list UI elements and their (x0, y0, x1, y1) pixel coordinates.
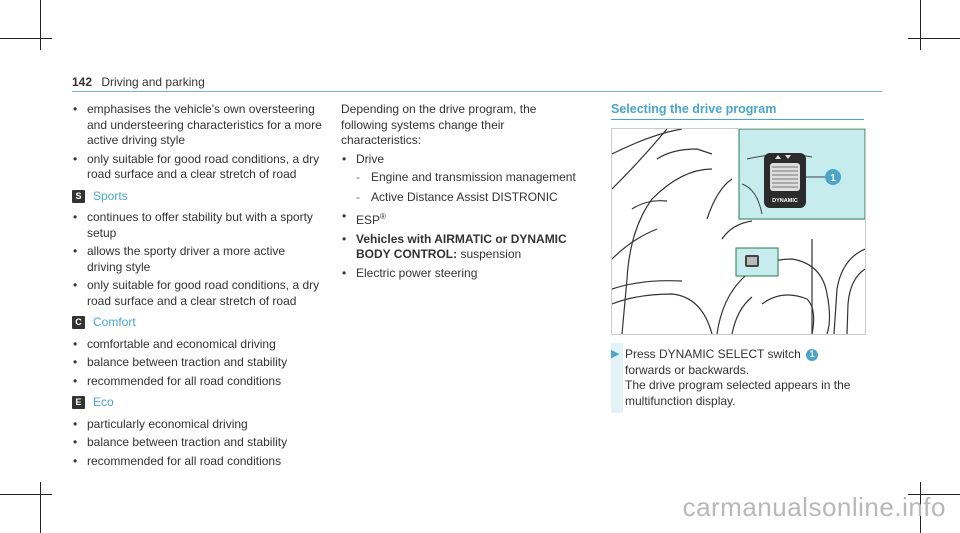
mode-label-comfort: Comfort (93, 315, 136, 329)
eco-bullet-list (72, 417, 322, 470)
list-item: • recommended for all road conditions (72, 454, 322, 470)
intro-bullet-list (72, 102, 322, 183)
instruction-text-end: forwards or backwards. (625, 362, 750, 377)
section-title: Driving and parking (101, 75, 205, 89)
mode-label-eco: Eco (93, 395, 114, 409)
mode-sports (72, 189, 322, 205)
registered-mark: ® (380, 212, 386, 221)
instruction-result: The drive program selected appears in the multifunction display. (625, 378, 851, 408)
eco-mode-icon: E (72, 396, 85, 409)
title-rule (611, 119, 864, 120)
suspension-label: suspension (460, 247, 522, 261)
sub-item-text: Active Distance Assist DISTRONIC (371, 189, 558, 204)
crop-mark (40, 0, 41, 50)
mode-comfort (72, 315, 322, 331)
list-item (341, 152, 586, 206)
drive-label: Drive (356, 151, 385, 166)
instruction-text: Press DYNAMIC SELECT switch (625, 347, 801, 361)
systems-intro: Depending on the drive program, the following systems change their characteristics: (341, 102, 537, 147)
crop-mark (40, 482, 41, 533)
list-item (341, 209, 586, 229)
middle-column (341, 102, 586, 284)
list-item (341, 232, 586, 263)
mode-label-sports: Sports (93, 188, 128, 203)
comfort-mode-icon: C (72, 316, 85, 329)
page-number: 142 (72, 75, 93, 89)
systems-list (341, 152, 586, 282)
list-item: • particularly economical driving (72, 417, 322, 433)
sub-list-item: - Active Distance Assist DISTRONIC (356, 189, 558, 204)
list-item: • only suitable for good road conditions, a dry road surface and a clear stretch of road (72, 278, 322, 309)
console-drawing (612, 129, 865, 334)
watermark: carmanualsonline.info (682, 492, 946, 522)
left-column (72, 102, 322, 472)
sports-mode-icon: S (72, 190, 85, 203)
console-illustration (611, 128, 866, 335)
list-item: • continues to offer stability but with a sporty setup (72, 210, 322, 241)
right-section-title (611, 102, 776, 116)
list-item: • Electric power steering (341, 266, 586, 282)
drive-sublist (341, 170, 586, 205)
sports-bullet-list (72, 210, 322, 309)
sub-list-item: - Engine and transmission management (356, 170, 576, 184)
list-item: • allows the sporty driver a more active driving style (72, 244, 322, 275)
callout-number-in-image: 1 (830, 173, 836, 184)
crop-mark (0, 38, 52, 39)
vehicles-with-label: Vehicles with AIRMATIC or DYNAMIC BODY CONTROL: (356, 231, 567, 261)
action-arrow-icon: ▶ (611, 348, 620, 360)
list-item: • balance between traction and stability (72, 435, 322, 451)
list-item: • comfortable and economical driving (72, 337, 322, 353)
list-item: • recommended for all road conditions (72, 374, 322, 390)
crop-mark (920, 0, 921, 50)
switch-label: DYNAMIC (772, 198, 798, 204)
section-heading: Selecting the drive program (611, 102, 777, 116)
callout-badge: 1 (806, 349, 818, 361)
crop-mark (0, 494, 52, 495)
list-item: • balance between traction and stability (72, 355, 322, 371)
header-rule (72, 91, 882, 92)
mode-eco (72, 395, 322, 411)
comfort-bullet-list (72, 337, 322, 390)
instruction-block (611, 343, 863, 413)
crop-mark (908, 38, 960, 39)
list-item: • emphasises the vehicle's own oversteering and understeering characteristics for a more active driving style (72, 102, 322, 149)
esp-label: ESP (356, 213, 381, 227)
sub-item-text: Engine and transmission management (371, 170, 576, 184)
page-header (72, 75, 205, 89)
list-item: • only suitable for good road conditions, a dry road surface and a clear stretch of road (72, 152, 322, 183)
